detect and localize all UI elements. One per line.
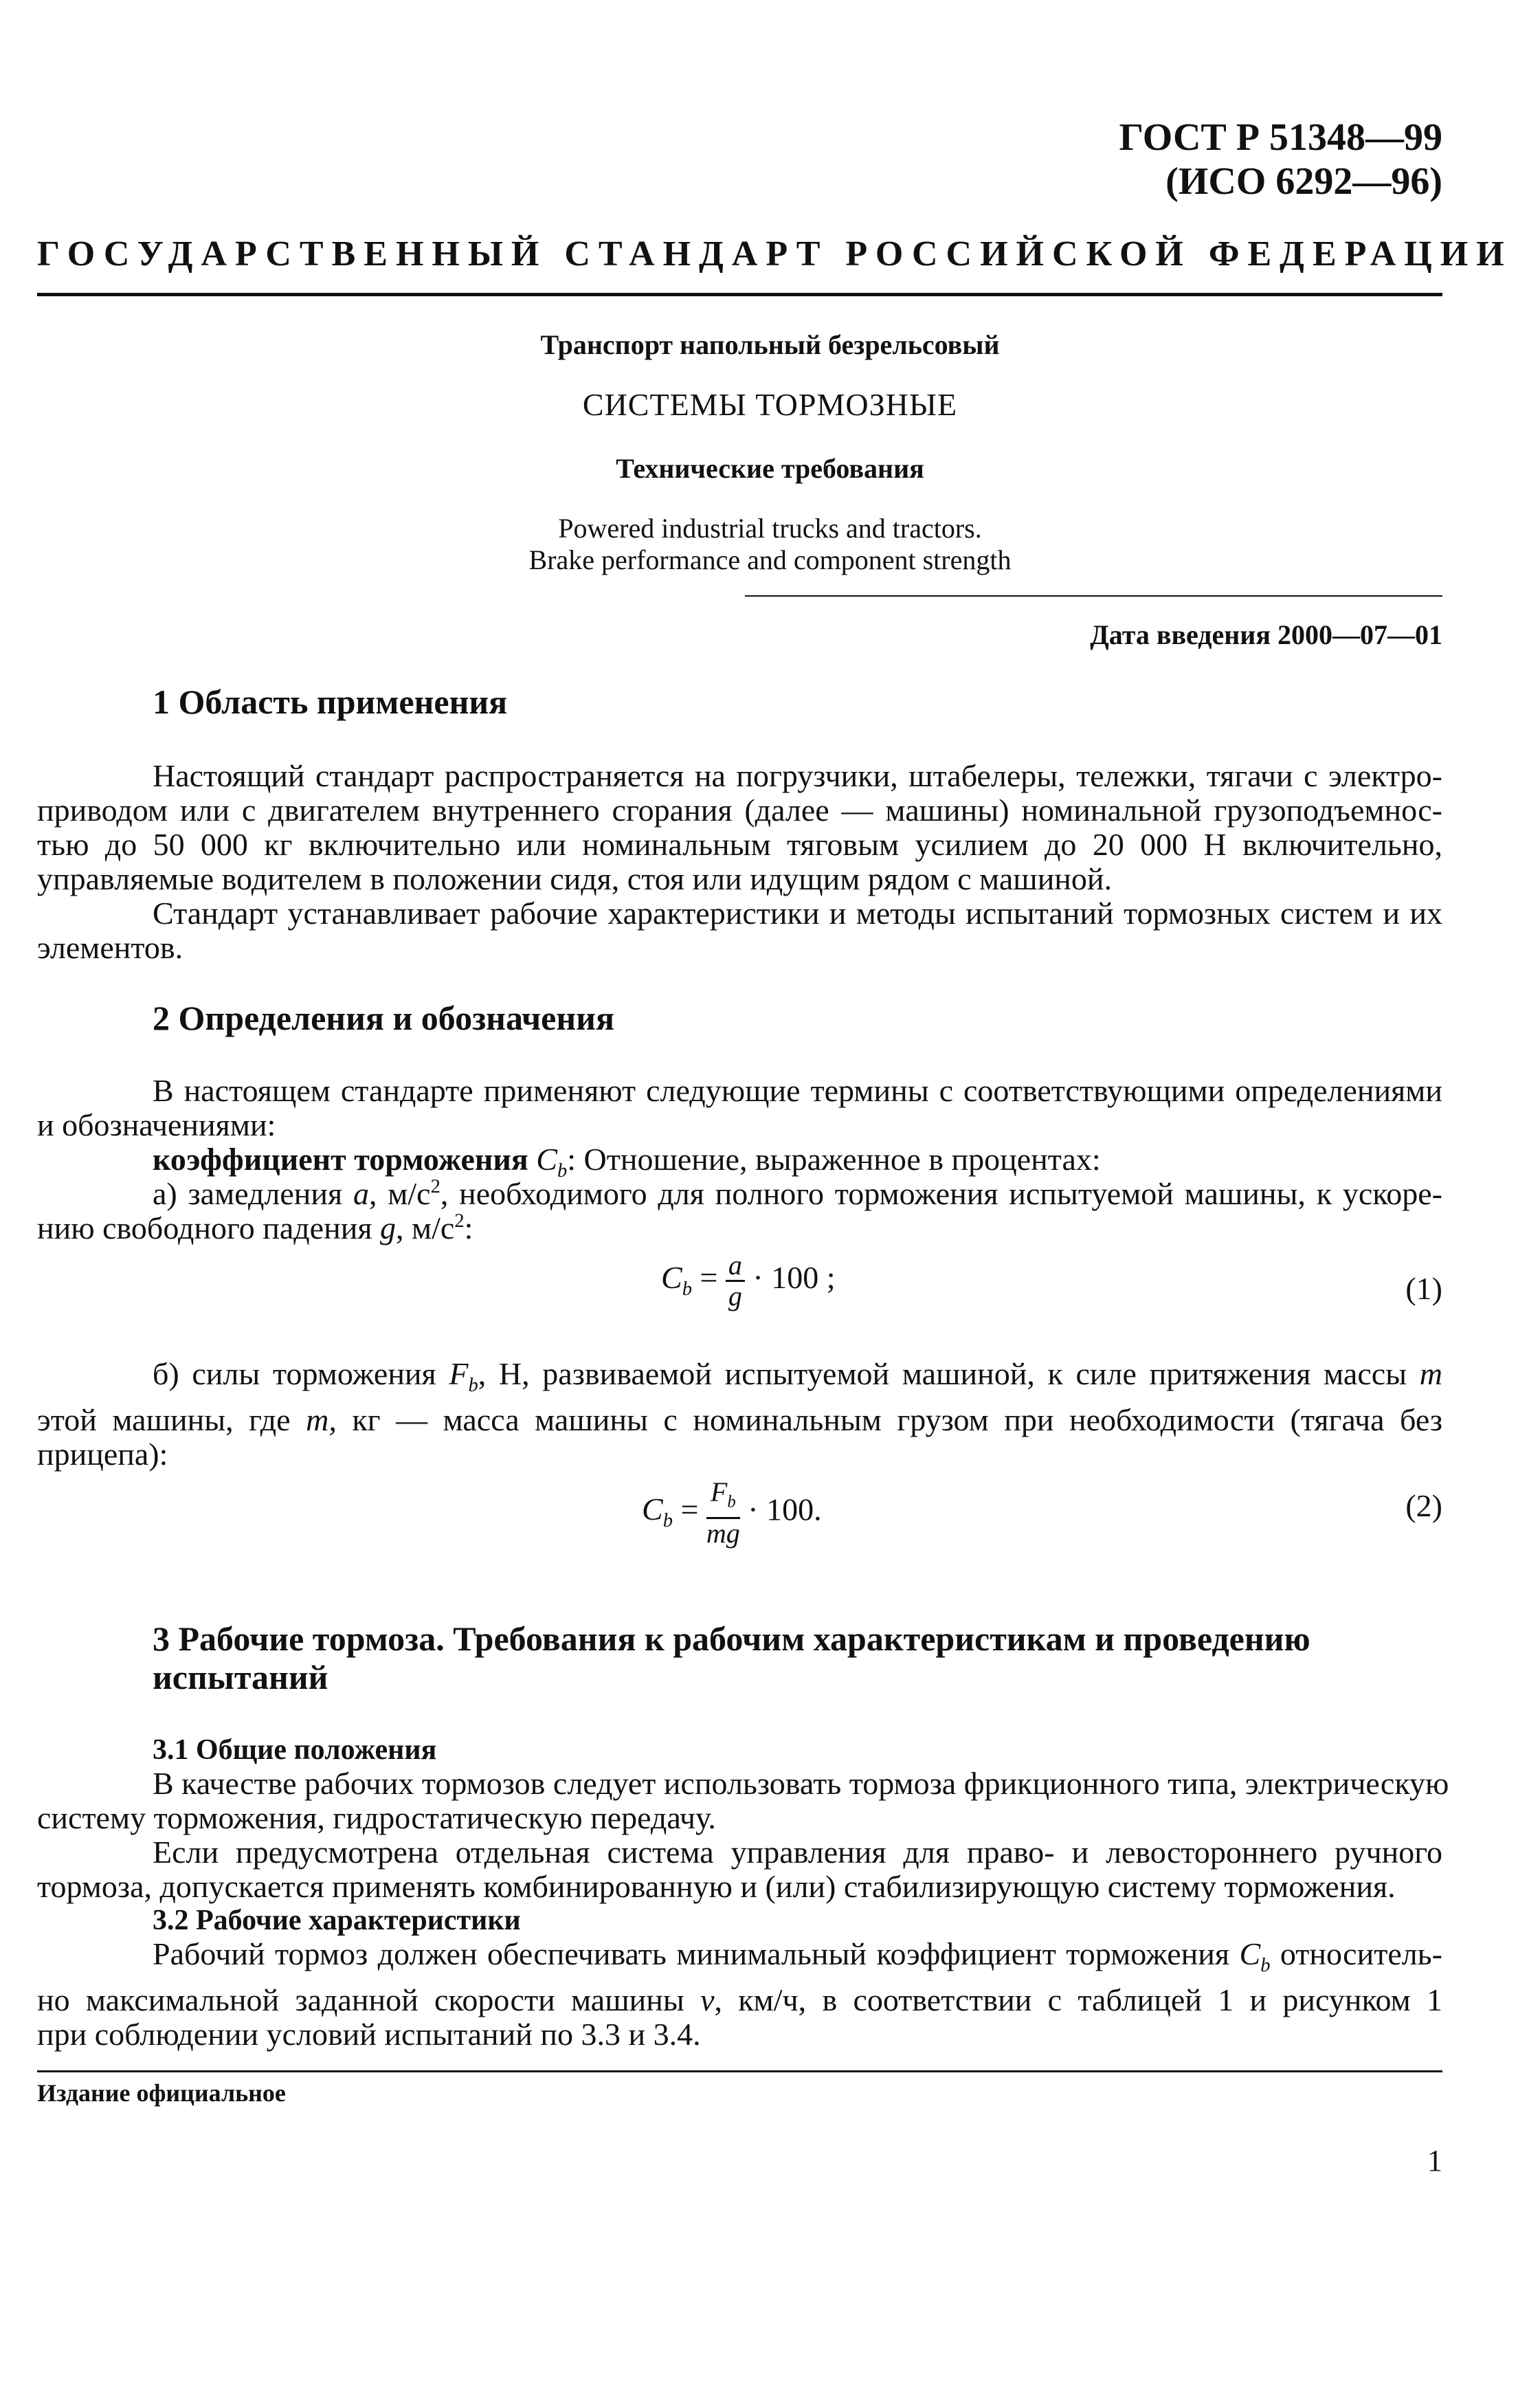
section-2-paragraph-1 — [37, 1074, 1442, 1142]
paragraph-line: прицепа): — [37, 1436, 168, 1472]
paragraph-line: этой машины, где m, кг — масса машины с номинальным грузом при необходимости (тягача без — [37, 1402, 1442, 1437]
definition-item-a — [37, 1177, 1442, 1245]
title-english — [0, 513, 1540, 576]
subsection-3-1-paragraph-2 — [37, 1835, 1442, 1904]
title-subject: Транспорт напольный безрельсовый — [540, 329, 1000, 360]
paragraph-line: но максимальной заданной скорости машины v, км/ч, в соответствии с таблицей 1 и рисунком 1 — [37, 1982, 1442, 2017]
paragraph-line: и обозначениями: — [37, 1107, 276, 1142]
paragraph-line: Настоящий стандарт распространяется на погрузчики, штабелеры, тележки, тягачи с электро- — [153, 758, 1442, 793]
formula-1-fraction: $\frac{a}{g}$ — [726, 1251, 745, 1311]
paragraph-line: В настоящем стандарте применяют следующие термины с соответствующими определениями — [153, 1073, 1442, 1108]
document-number — [1119, 115, 1442, 203]
paragraph-line: Если предусмотрена отдельная система управления для право- и левостороннего ручного — [153, 1835, 1442, 1870]
subsection-3-2-paragraph — [37, 1937, 1442, 2052]
term-definition-text: : Отношение, выраженное в процентах: — [567, 1142, 1101, 1177]
subsection-3-1-heading: 3.1 Общие положения — [153, 1734, 437, 1766]
paragraph-line: нию свободного падения g, $м/с^2$: — [37, 1210, 473, 1245]
paragraph-line: при соблюдении условий испытаний по 3.3 и 3.4. — [37, 2016, 701, 2052]
title-rule — [745, 595, 1442, 597]
footer-rule — [37, 2070, 1442, 2072]
formula-1-tail: · 100 ; — [752, 1260, 836, 1296]
subsection-3-2-heading: 3.2 Рабочие характеристики — [153, 1905, 521, 1936]
formula-1-lhs: $C_b$ — [661, 1260, 692, 1300]
subsection-3-1-paragraph-1 — [37, 1766, 1449, 1835]
section-2-heading: 2 Определения и обозначения — [153, 999, 615, 1037]
paragraph-line: а) замедления a, $м/с^2$, необходимого для полного торможения испытуемой машины, к ускоре- — [153, 1175, 1442, 1211]
paragraph-line: б) силы торможения $F_b$, Н, развиваемой испытуемой машиной, к силе притяжения массы m — [153, 1356, 1442, 1396]
paragraph-line: систему торможения, гидростатическую передачу. — [37, 1800, 716, 1835]
term-name: коэффициент торможения — [153, 1142, 528, 1177]
formula-2-lhs: $C_b$ — [642, 1492, 673, 1532]
formula-2-tail: · 100. — [748, 1492, 822, 1527]
header-rule — [37, 293, 1442, 296]
term-symbol: $C_b$ — [536, 1142, 568, 1182]
formula-1-number: (1) — [1405, 1271, 1442, 1306]
title-english-line1: Powered industrial trucks and tractors. — [558, 513, 982, 544]
title-main: СИСТЕМЫ ТОРМОЗНЫЕ — [582, 387, 958, 422]
paragraph-line: приводом или с двигателем внутреннего сгорания (далее — машины) номинальной грузоподъемнос- — [37, 793, 1442, 828]
section-3-heading: 3 Рабочие тормоза. Требования к рабочим характеристикам и проведению испытаний — [153, 1619, 1310, 1696]
section-1-paragraph-2 — [37, 896, 1442, 965]
state-standard-banner: ГОСУДАРСТВЕННЫЙ СТАНДАРТ РОССИЙСКОЙ ФЕДЕРАЦИИ — [37, 234, 1513, 274]
iso-number: (ИСО 6292—96) — [1165, 160, 1442, 203]
formula-2-number: (2) — [1405, 1488, 1442, 1523]
formula-2-fraction: $\frac{F_b}{mg}$ — [706, 1476, 740, 1549]
page-number: 1 — [1427, 2144, 1442, 2178]
gost-number: ГОСТ Р 51348—99 — [1119, 116, 1442, 159]
title-subtitle: Технические требования — [616, 453, 924, 484]
formula-1: $C_b$ = $\frac{a}{g}$ · 100 ; — [661, 1250, 836, 1311]
definition-item-b — [37, 1357, 1442, 1472]
section-1-paragraph-1 — [37, 759, 1442, 896]
paragraph-line: Стандарт устанавливает рабочие характеристики и методы испытаний тормозных систем и их — [153, 896, 1442, 931]
title-english-line2: Brake performance and component strength — [528, 544, 1012, 575]
section-1-heading: 1 Область применения — [153, 683, 508, 721]
paragraph-line: тью до 50 000 кг включительно или номинальным тяговым усилием до 20 000 Н включительно, — [37, 827, 1442, 862]
paragraph-line: В качестве рабочих тормозов следует использовать тормоза фрикционного типа, электрическую — [153, 1766, 1449, 1801]
introduction-date: Дата введения 2000—07—01 — [1090, 619, 1442, 650]
paragraph-line: тормоза, допускается применять комбинированную и (или) стабилизирующую систему торможения. — [37, 1869, 1396, 1904]
formula-2: $C_b$ = $\frac{F_b}{mg}$ · 100. — [642, 1476, 822, 1549]
paragraph-line: управляемые водителем в положении сидя, стоя или идущим рядом с машиной. — [37, 861, 1113, 896]
paragraph-line: элементов. — [37, 930, 183, 965]
paragraph-line: Рабочий тормоз должен обеспечивать минимальный коэффициент торможения $C_b$ относитель- — [153, 1936, 1442, 1976]
official-edition-label: Издание официальное — [37, 2079, 286, 2107]
